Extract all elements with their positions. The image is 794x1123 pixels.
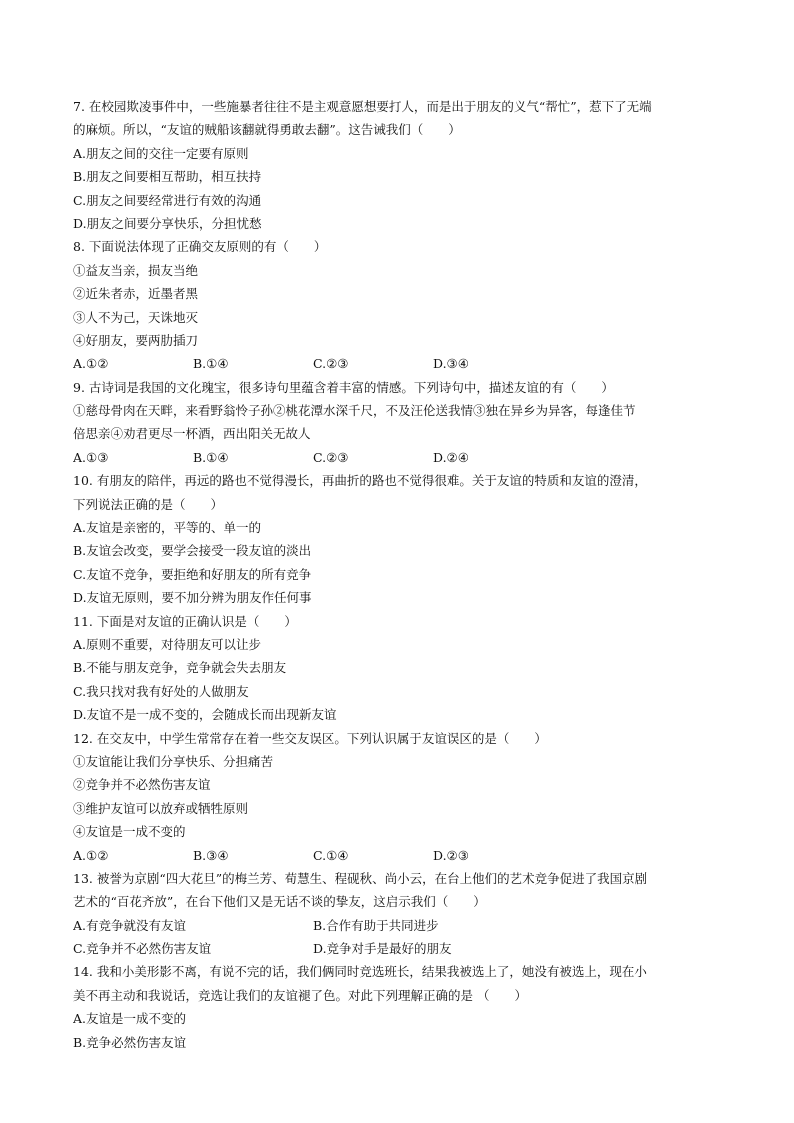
answer-option: C.朋友之间要经常进行有效的沟通 (73, 192, 262, 208)
answer-option: B.①④ (193, 356, 229, 372)
question-stem-line: 8. 下面说法体现了正确交友原则的有（ ） (73, 239, 327, 255)
answer-option: D.②④ (433, 449, 469, 465)
question-stem-line: 11. 下面是对友谊的正确认识是（ ） (73, 613, 297, 629)
answer-option: C.①④ (313, 847, 349, 863)
answer-option: A.①② (73, 356, 109, 372)
answer-option: D.③④ (433, 356, 469, 372)
answer-option: A.有竞争就没有友谊 (73, 917, 187, 933)
statement-item: ①友谊能让我们分享快乐、分担痛苦 (73, 753, 274, 769)
statement-item: ③维护友谊可以放弃或牺牲原则 (73, 800, 249, 816)
answer-option: B.合作有助于共同进步 (313, 917, 439, 933)
answer-option: A.友谊是亲密的，平等的、单一的 (73, 520, 262, 536)
question-8 (73, 235, 723, 375)
answer-options-row (73, 446, 723, 469)
question-12 (73, 727, 723, 867)
answer-options-row (73, 937, 723, 960)
question-stem-line: 9. 古诗词是我国的文化瑰宝，很多诗句里蕴含着丰富的情感。下列诗句中，描述友谊的有（ ） (73, 379, 614, 395)
answer-option: B.①④ (193, 449, 229, 465)
answer-option: D.朋友之间要分享快乐，分担忧愁 (73, 215, 262, 231)
question-stem-line: 10. 有朋友的陪伴，再远的路也不觉得漫长，再曲折的路也不觉得很难。关于友谊的特质和友谊的澄清， (73, 473, 647, 489)
answer-option: D.友谊无原则，要不加分辨为朋友作任何事 (73, 590, 312, 606)
question-stem-line: 美不再主动和我说话，竞选让我们的友谊褪了色。对此下列理解正确的是 （ ） (73, 987, 527, 1003)
answer-option: B.不能与朋友竞争，竞争就会失去朋友 (73, 660, 287, 676)
answer-option: A.原则不重要，对待朋友可以让步 (73, 636, 262, 652)
answer-option: A.①③ (73, 449, 109, 465)
question-stem-line: 倍思亲④劝君更尽一杯酒，西出阳关无故人 (73, 426, 311, 442)
statement-item: ④好朋友，要两肋插刀 (73, 332, 199, 348)
answer-option: D.竞争对手是最好的朋友 (313, 941, 452, 957)
question-stem-line: 下列说法正确的是（ ） (73, 496, 224, 512)
question-list (73, 95, 723, 1054)
question-stem-line: 的麻烦。所以，“友谊的贼船该翻就得勇敢去翻”。这告诫我们（ ） (73, 122, 461, 138)
answer-option: D.②③ (433, 847, 469, 863)
answer-option: A.朋友之间的交往一定要有原则 (73, 145, 249, 161)
answer-options-row (73, 844, 723, 867)
answer-option: C.友谊不竞争，要拒绝和好朋友的所有竞争 (73, 566, 312, 582)
question-stem-line: 13. 被誉为京剧“四大花旦”的梅兰芳、荀慧生、程砚秋、尚小云，在台上他们的艺术竞争促进了我国京剧 (73, 870, 648, 886)
answer-options-row (73, 352, 723, 375)
answer-option: B.③④ (193, 847, 229, 863)
question-stem-line: 14. 我和小美形影不离，有说不完的话，我们俩同时竞选班长，结果我被选上了，她没有被选上，现在小 (73, 964, 647, 980)
answer-option: C.我只找对我有好处的人做朋友 (73, 683, 249, 699)
answer-option: A.友谊是一成不变的 (73, 1011, 187, 1027)
question-11 (73, 610, 723, 727)
question-14 (73, 960, 723, 1054)
answer-option: C.②③ (313, 356, 349, 372)
answer-option: C.竞争并不必然伤害友谊 (73, 941, 212, 957)
answer-option: B.竞争必然伤害友谊 (73, 1034, 187, 1050)
statement-item: ②竞争并不必然伤害友谊 (73, 777, 211, 793)
question-stem-line: ①慈母骨肉在天畔，来看野翁怜子孙②桃花潭水深千尺，不及汪伦送我情③独在异乡为异客，每逢佳节 (73, 403, 636, 419)
question-10 (73, 469, 723, 609)
question-stem-line: 艺术的“百花齐放”，在台下他们又是无话不谈的挚友，这启示我们（ ） (73, 894, 486, 910)
answer-option: D.友谊不是一成不变的，会随成长而出现新友谊 (73, 707, 337, 723)
statement-item: ②近朱者赤，近墨者黑 (73, 286, 199, 302)
answer-option: C.②③ (313, 449, 349, 465)
answer-option: B.友谊会改变，要学会接受一段友谊的淡出 (73, 543, 312, 559)
question-9 (73, 376, 723, 470)
statement-item: ③人不为己，天诛地灭 (73, 309, 199, 325)
statement-item: ①益友当亲，损友当绝 (73, 262, 199, 278)
answer-option: A.①② (73, 847, 109, 863)
answer-options-row (73, 914, 723, 937)
question-13 (73, 867, 723, 961)
statement-item: ④友谊是一成不变的 (73, 824, 186, 840)
question-stem-line: 12. 在交友中，中学生常常存在着一些交友误区。下列认识属于友谊误区的是（ ） (73, 730, 547, 746)
question-stem-line: 7. 在校园欺凌事件中，一些施暴者往往不是主观意愿想要打人，而是出于朋友的义气“帮忙”，惹下了无端 (73, 99, 652, 114)
question-7 (73, 95, 723, 235)
answer-option: B.朋友之间要相互帮助，相互扶持 (73, 169, 262, 185)
